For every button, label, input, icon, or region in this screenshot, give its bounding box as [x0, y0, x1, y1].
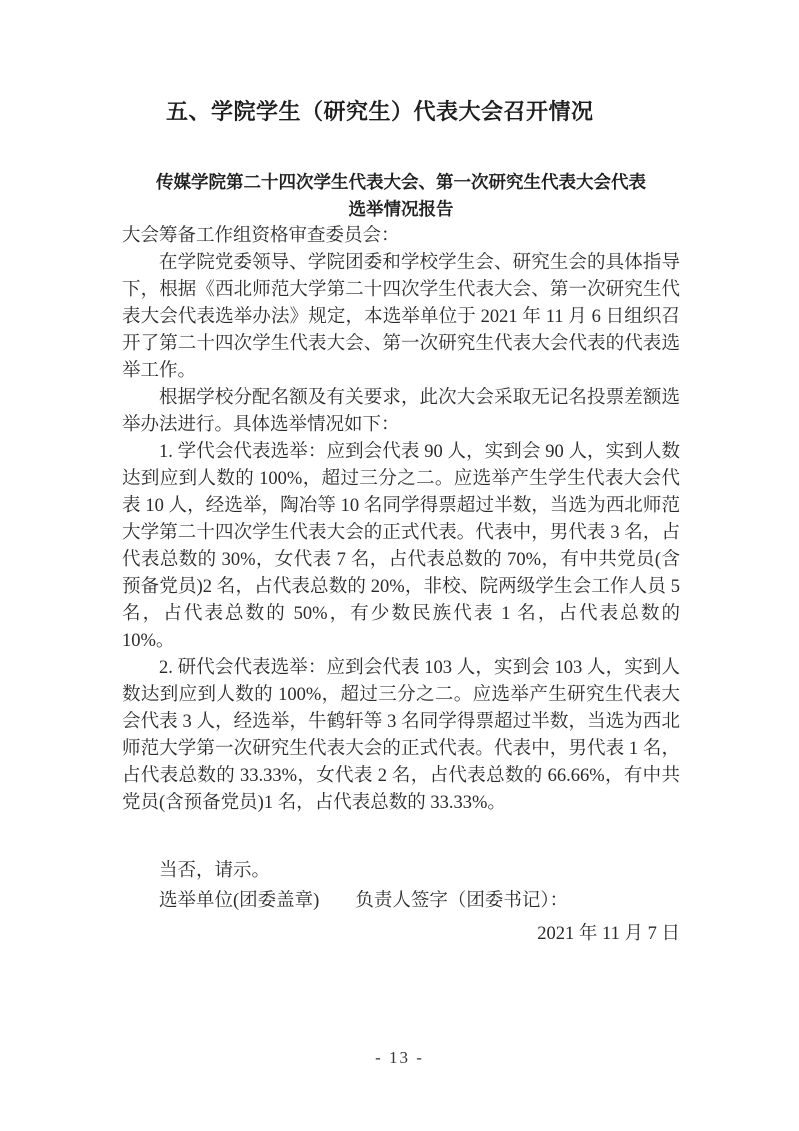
signature-line	[122, 886, 680, 916]
closing-request-line: 当否，请示。	[159, 861, 271, 881]
paragraph-method: 根据学校分配名额及有关要求，此次大会采取无记名投票差额选举办法进行。具体选举情况如下：	[122, 388, 680, 435]
paragraph-introduction: 在学院党委领导、学院团委和学校学生会、研究生会的具体指导下，根据《西北师范大学第二十四次学生代表大会、第一次研究生代表大会代表选举办法》规定，本选举单位于 2021 年 11 月 6 日组织召开了第二十四次学生代表大会、第一次研究生代表大会代表的代表选举工作。	[122, 253, 680, 381]
section-heading: 五、学院学生（研究生）代表大会召开情况	[166, 99, 594, 124]
report-title: 传媒学院第二十四次学生代表大会、第一次研究生代表大会代表选举情况报告	[156, 172, 646, 219]
page-number: - 13 -	[375, 1048, 424, 1067]
election-unit-seal-label: 选举单位(团委盖章)	[159, 891, 320, 911]
paragraph-postgraduate-congress-election: 2. 研代会代表选举：应到会代表 103 人，实到会 103 人，实到人数达到应到人数的 100%，超过三分之二。应选举产生研究生代表大会代表 3 人，经选举，牛鹤轩等 3 名同学得票超过半数，当选为西北师范大学第一次研究生代表大会的正式代表。代表中，男代表 1 名，占代表总数的 33.33%，女代表 2 名，占代表总数的 66.66%，有中共党员(含预备党员)1 名，占代表总数的 33.33%。	[122, 658, 680, 813]
paragraph-student-congress-election: 1. 学代会代表选举：应到会代表 90 人，实到会 90 人，实到人数达到应到人数的 100%，超过三分之二。应选举产生学生代表大会代表 10 人，经选举，陶冶等 10 名同学得票超过半数，当选为西北师范大学第二十四次学生代表大会的正式代表。代表中，男代表 3 名，占代表总数的 30%，女代表 7 名，占代表总数的 70%，有中共党员(含预备党员)2 名，占代表总数的 20%，非校、院两级学生会工作人员 5 名，占代表总数的 50%，有少数民族代表 1 名，占代表总数的 10%。	[122, 442, 680, 651]
salutation: 大会筹备工作组资格审查委员会：	[122, 226, 400, 246]
document-content	[122, 0, 680, 948]
document-date: 2021 年 11 月 7 日	[537, 924, 680, 944]
responsible-signer-label: 负责人签字（团委书记）：	[355, 891, 569, 911]
report-body	[122, 223, 680, 817]
closing-block	[122, 856, 680, 916]
